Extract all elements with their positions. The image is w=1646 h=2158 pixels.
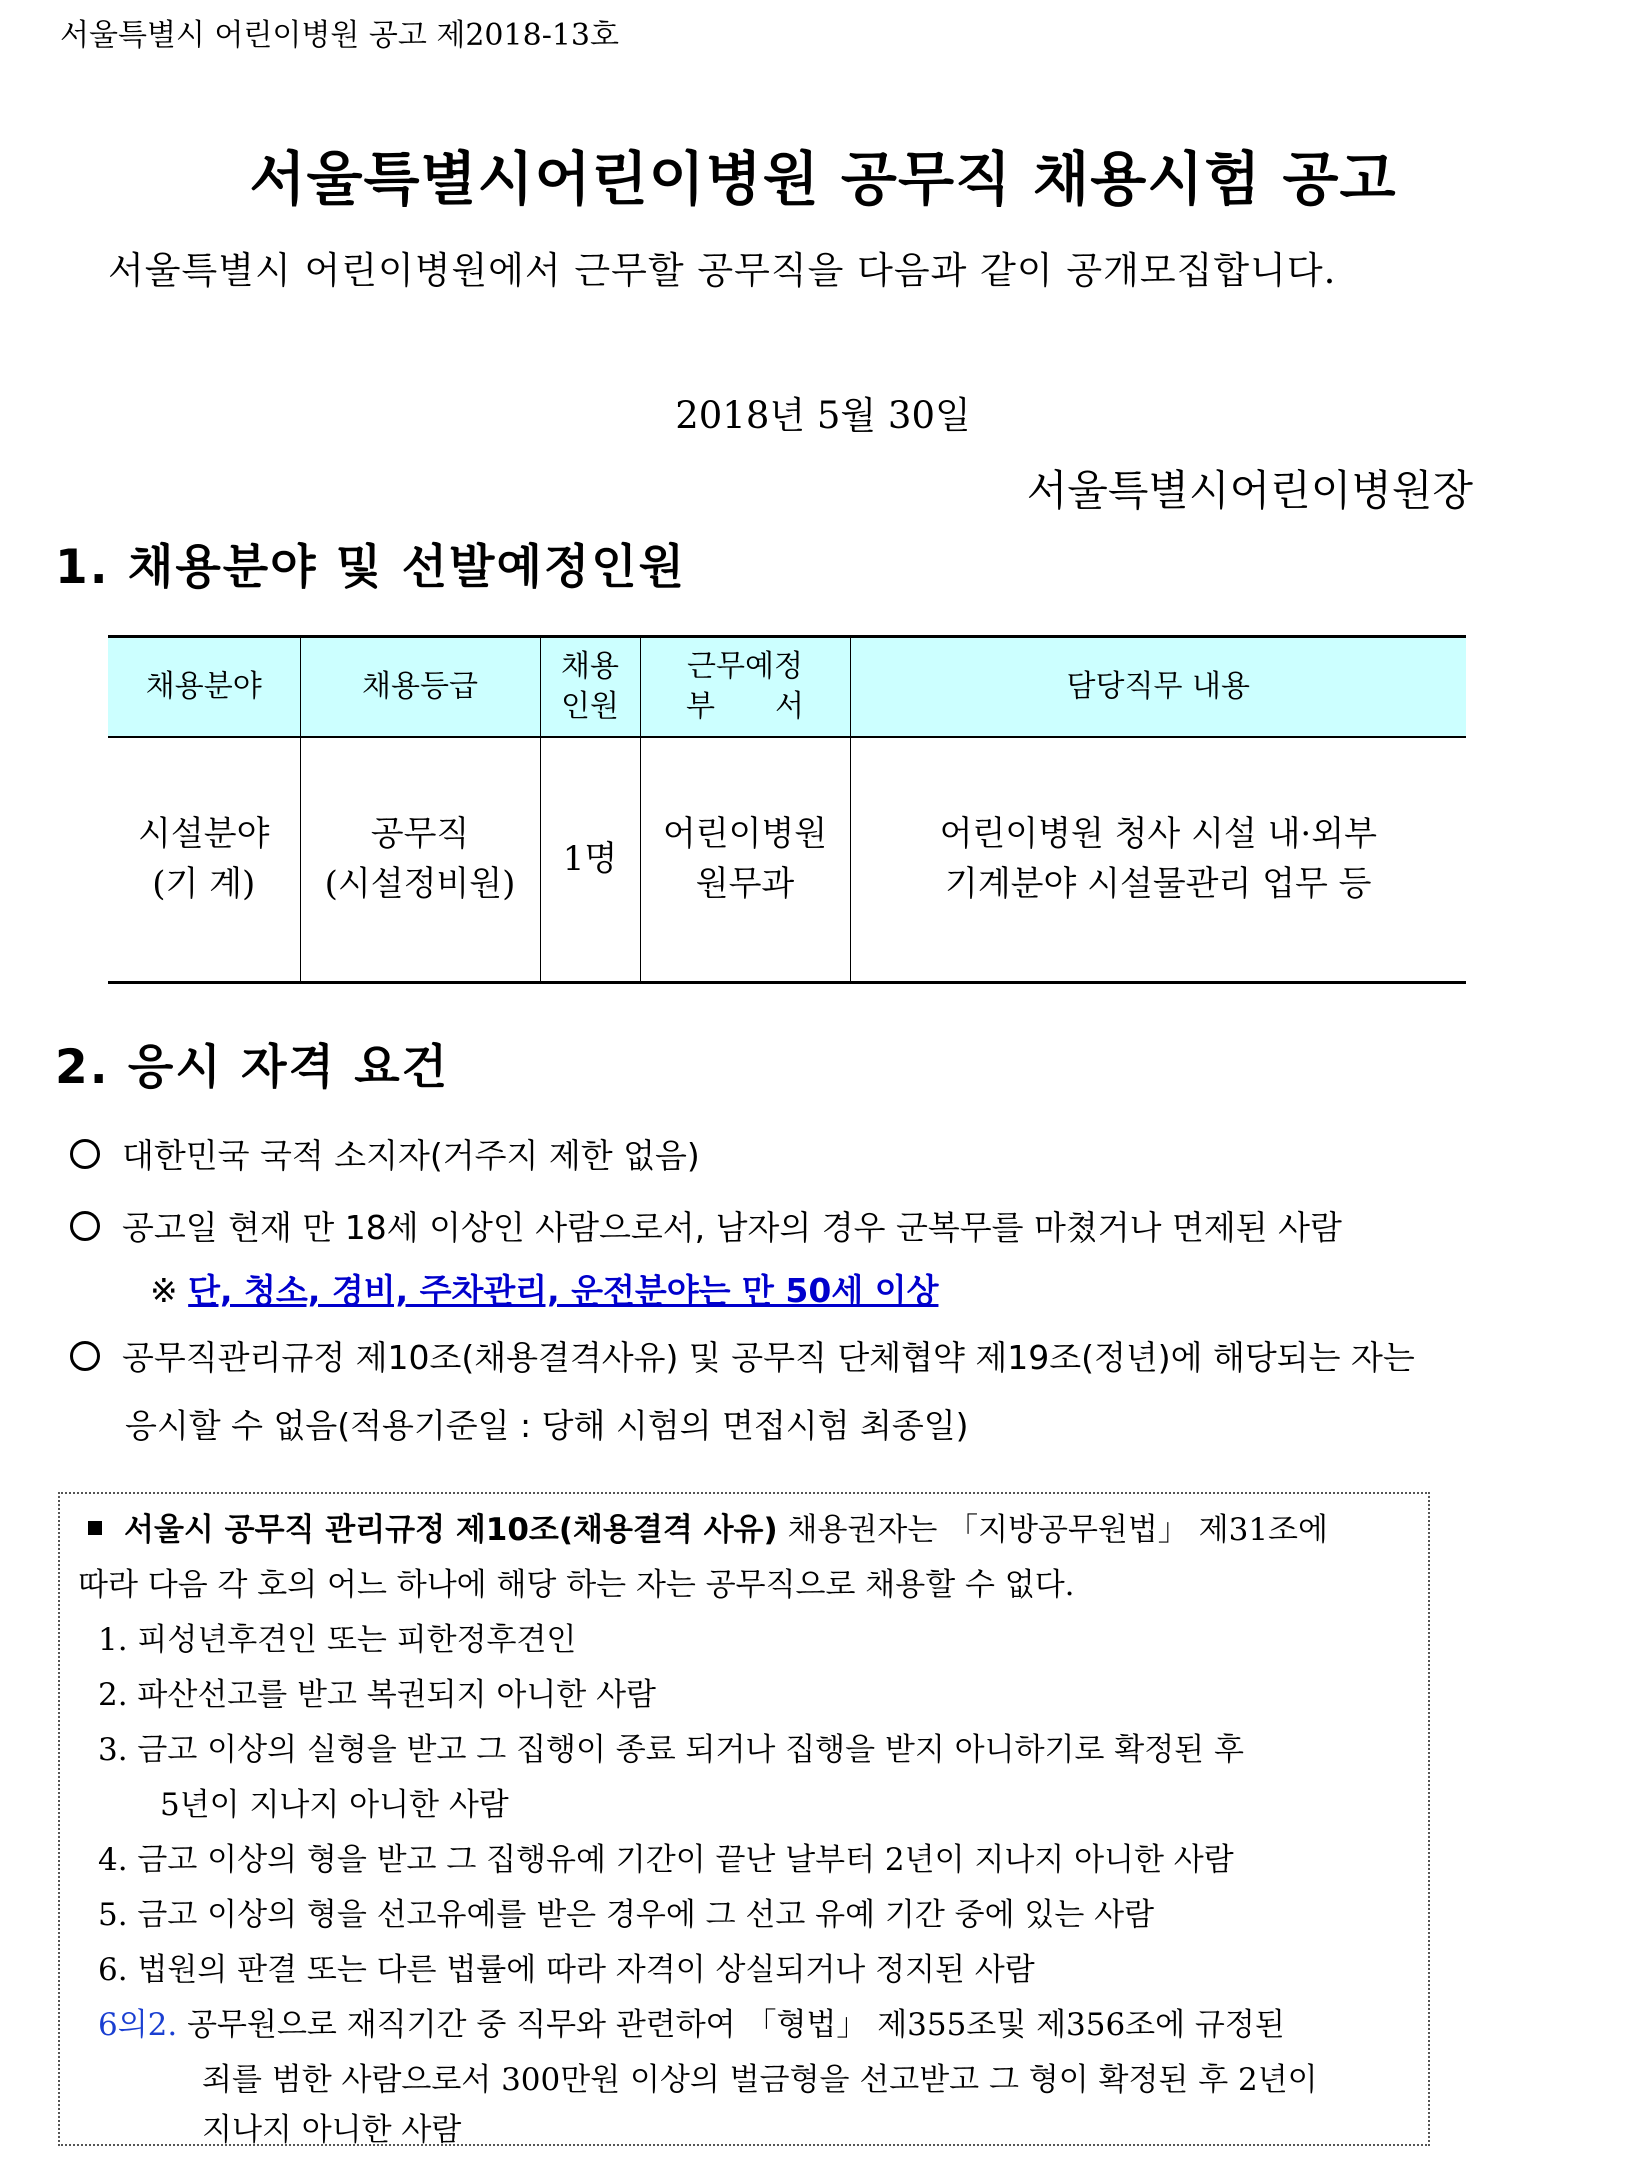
regulation-item-6-2-number: 6의2. — [98, 2007, 178, 2043]
regulation-item-6-2-cont1: 죄를 범한 사람으로서 300만원 이상의 벌금형을 선고받고 그 형이 확정된 후 2년이 — [202, 2062, 1318, 2098]
document-number: 서울특별시 어린이병원 공고 제2018-13호 — [60, 18, 619, 53]
requirement-text: 공고일 현재 만 18세 이상인 사람으로서, 남자의 경우 군복무를 마쳤거나 면제된 사람 — [122, 1208, 1342, 1247]
announcement-date: 2018년 5월 30일 — [675, 394, 971, 437]
regulation-item-3: 3. 금고 이상의 실형을 받고 그 집행이 종료 되거나 집행을 받지 아니하기로 확정된 후 — [98, 1732, 1244, 1768]
cell-duties: 어린이병원 청사 시설 내·외부 기계분야 시설물관리 업무 등 — [850, 737, 1466, 983]
regulation-box — [58, 1492, 1430, 2146]
regulation-title — [88, 1504, 1328, 1549]
bullet-circle-icon — [70, 1341, 100, 1371]
section-heading-recruitment: 1. 채용분야 및 선발예정인원 — [55, 540, 687, 595]
cell-field: 시설분야 (기 계) — [108, 737, 300, 983]
header-headcount: 채용 인원 — [540, 637, 640, 737]
regulation-item-4: 4. 금고 이상의 형을 받고 그 집행유예 기간이 끝난 날부터 2년이 지나지 아니한 사람 — [98, 1842, 1234, 1878]
requirement-nationality — [70, 1130, 700, 1177]
requirement-reference-date: (적용기준일 : 당해 시험의 면접시험 최종일) — [337, 1406, 969, 1445]
regulation-title-rest: 채용권자는 「지방공무원법」 제31조에 — [787, 1512, 1328, 1548]
bullet-circle-icon — [70, 1211, 100, 1241]
requirement-bold-text: 응시할 수 없음 — [125, 1406, 338, 1445]
table-row — [108, 737, 1466, 983]
regulation-item-6-2 — [98, 1999, 1285, 2044]
regulation-item-3-cont: 5년이 지나지 아니한 사람 — [160, 1787, 509, 1823]
square-bullet-icon — [88, 1521, 102, 1535]
cell-headcount: 1명 — [540, 737, 640, 983]
cell-department: 어린이병원 원무과 — [640, 737, 850, 983]
table-header-row — [108, 637, 1466, 737]
regulation-item-6-2-text: 공무원으로 재직기간 중 직무와 관련하여 「형법」 제355조및 제356조에 규정된 — [187, 2007, 1285, 2043]
header-field: 채용분야 — [108, 637, 300, 737]
requirement-age-note — [150, 1265, 938, 1312]
issuer-name: 서울특별시어린이병원장 — [1026, 466, 1473, 515]
bullet-circle-icon — [70, 1139, 100, 1169]
regulation-item-2: 2. 파산선고를 받고 복권되지 아니한 사람 — [98, 1677, 656, 1713]
requirement-age — [70, 1202, 1342, 1249]
regulation-intro: 따라 다음 각 호의 어느 하나에 해당 하는 자는 공무직으로 채용할 수 없다. — [78, 1567, 1075, 1603]
header-department: 근무예정 부 서 — [640, 637, 850, 737]
regulation-item-6: 6. 법원의 판결 또는 다른 법률에 따라 자격이 상실되거나 정지된 사람 — [98, 1952, 1035, 1988]
header-duties: 담당직무 내용 — [850, 637, 1466, 737]
requirement-text: 공무직관리규정 제10조(채용결격사유) 및 공무직 단체협약 제19조(정년)에 해당되는 자는 — [122, 1338, 1415, 1377]
section-heading-eligibility: 2. 응시 자격 요건 — [55, 1040, 450, 1095]
header-grade: 채용등급 — [300, 637, 540, 737]
requirement-text: 대한민국 국적 소지자(거주지 제한 없음) — [122, 1136, 700, 1175]
requirement-disqualification-cont — [125, 1400, 969, 1447]
recruitment-table — [108, 635, 1466, 984]
intro-text: 서울특별시 어린이병원에서 근무할 공무직을 다음과 같이 공개모집합니다. — [108, 249, 1337, 292]
regulation-title-bold: 서울시 공무직 관리규정 제10조(채용결격 사유) — [124, 1512, 778, 1548]
cell-grade: 공무직 (시설정비원) — [300, 737, 540, 983]
page-title: 서울특별시어린이병원 공무직 채용시험 공고 — [249, 145, 1397, 213]
requirement-disqualification — [70, 1332, 1415, 1379]
regulation-item-1: 1. 피성년후견인 또는 피한정후견인 — [98, 1622, 577, 1658]
regulation-item-5: 5. 금고 이상의 형을 선고유예를 받은 경우에 그 선고 유예 기간 중에 있는 사람 — [98, 1897, 1155, 1933]
note-text: 단, 청소, 경비, 주차관리, 운전분야는 만 50세 이상 — [188, 1271, 939, 1310]
regulation-item-6-2-cont2: 지나지 아니한 사람 — [202, 2112, 462, 2148]
note-mark: ※ — [150, 1271, 178, 1310]
